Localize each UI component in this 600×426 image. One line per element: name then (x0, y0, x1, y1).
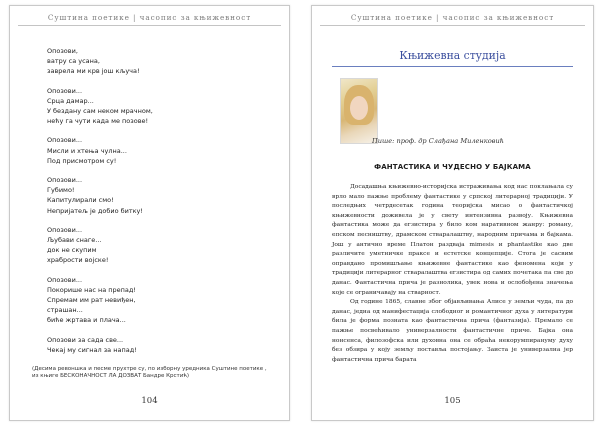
poem-line: Покорише нас на препад! (47, 285, 137, 294)
poem-stanza (47, 275, 277, 326)
poem-stanza (47, 175, 277, 216)
poem-line: Опозови за сада све... (47, 335, 124, 344)
poem-line: биће жртава и плача... (47, 316, 126, 325)
left-page (9, 5, 290, 421)
poem-line: Љубави снаге... (47, 236, 102, 245)
poem-line: нећу га чути када ме позове! (47, 117, 149, 126)
author-byline: Пише: проф. др Слађана Миленковић (372, 137, 505, 145)
poem-line: ватру са усана, (47, 57, 100, 66)
poem-stanza (47, 46, 277, 77)
poem-line: страшан... (47, 306, 83, 315)
poem-line: Срца дамар... (47, 96, 94, 105)
poem-line: Опозови, (47, 47, 78, 55)
poem-line: Спремам им рат невиђен, (47, 296, 136, 305)
section-rule (332, 66, 573, 67)
poem-line: Опозови... (47, 225, 83, 234)
page-number: 104 (141, 396, 158, 406)
poem-line: Непријатељ је добио битку! (47, 206, 144, 215)
header-rule (320, 25, 585, 26)
poem-stanza (47, 335, 277, 355)
poem-line: Опозови... (47, 176, 83, 185)
header-rule (18, 25, 281, 26)
author-face (350, 96, 368, 120)
poem-stanza (47, 225, 277, 266)
article-body (332, 183, 573, 365)
poem-line: Опозови... (47, 136, 83, 145)
poem-line: Опозови... (47, 275, 83, 284)
article-paragraph: Од године 1865, славне због објављивања Алисе у земљи чуда, па до данас, једна од манифестација слободног и романтичног духа у литератури била је форма позната као фантастична прича (фантазија). Премало се пажње посвећивало универзалности фантастичне приче. Бајка она нонсенса, филозофска или духовна она се обраћа некорумпирануму духу без обзира у коју земљу поставља постојању. Заиста је универзална јер фантастична прича баратa (332, 299, 573, 363)
author-photo (340, 78, 378, 144)
poem (47, 46, 277, 364)
poem-stanza (47, 86, 277, 127)
poem-line: храбрости војске! (47, 256, 109, 265)
poem-stanza (47, 135, 277, 166)
poem-line: Губимо! (47, 186, 75, 195)
poem-line: Под присмотром су! (47, 156, 117, 165)
poem-line: Опозови... (47, 86, 83, 95)
page-number: 105 (444, 396, 461, 406)
running-header: Суштина поетике | часопис за књижевност (350, 13, 555, 22)
poem-line: Капитулирали смо! (47, 196, 114, 205)
running-header: Суштина поетике | часопис за књижевност (47, 13, 252, 22)
poem-line: Чекај му сигнал за напад! (47, 345, 137, 354)
poem-line: заврела ми крв још кључа! (47, 67, 140, 76)
article-paragraph: Досадашња књижевно-историјска истраживања код нас поклањала су врло мало пажње проблему фантастике у српској литерарној традицији. У последњих четрдесетак година теоријска мисао о фантастичкој књижевности доживела је у свету интензивна развоју. Књижевна фантастика може да егзистира у било ком наративном жанру: роману, епском песништву, драмском стваралаштву, народним причама и бајкама. Још у антично време Платон раздваја mimesis и phantastike као две различите уметничке праксе и естетске концепције. Стога је сасвим оправдано промишљање књижевне фантастике као феномена који у традицији литерарног стваралаштва егзистира од самих почетака па све до данас. Фантастична прича је разнолика, увек нова и ослобођена значења које се ограничавају на стварност. (332, 184, 573, 296)
article-title: ФАНТАСТИКА И ЧУДЕСНО У БАЈКАМА (374, 163, 531, 171)
source-note: (Десима ревоншка и песме прухтре су, по изборну уредника Суштине поетике , из књиге БЕСКОНАЧНОСТ ЛА ДОЗВАТ Бандре Крстић) (32, 366, 267, 379)
poem-line: Мисли и хтења чулна... (47, 146, 127, 155)
section-title: Књижевна студија (399, 49, 506, 62)
right-page (311, 5, 594, 421)
poem-line: док не скупим (47, 246, 97, 255)
poem-line: У бездану сам неком мрачном, (47, 107, 153, 116)
